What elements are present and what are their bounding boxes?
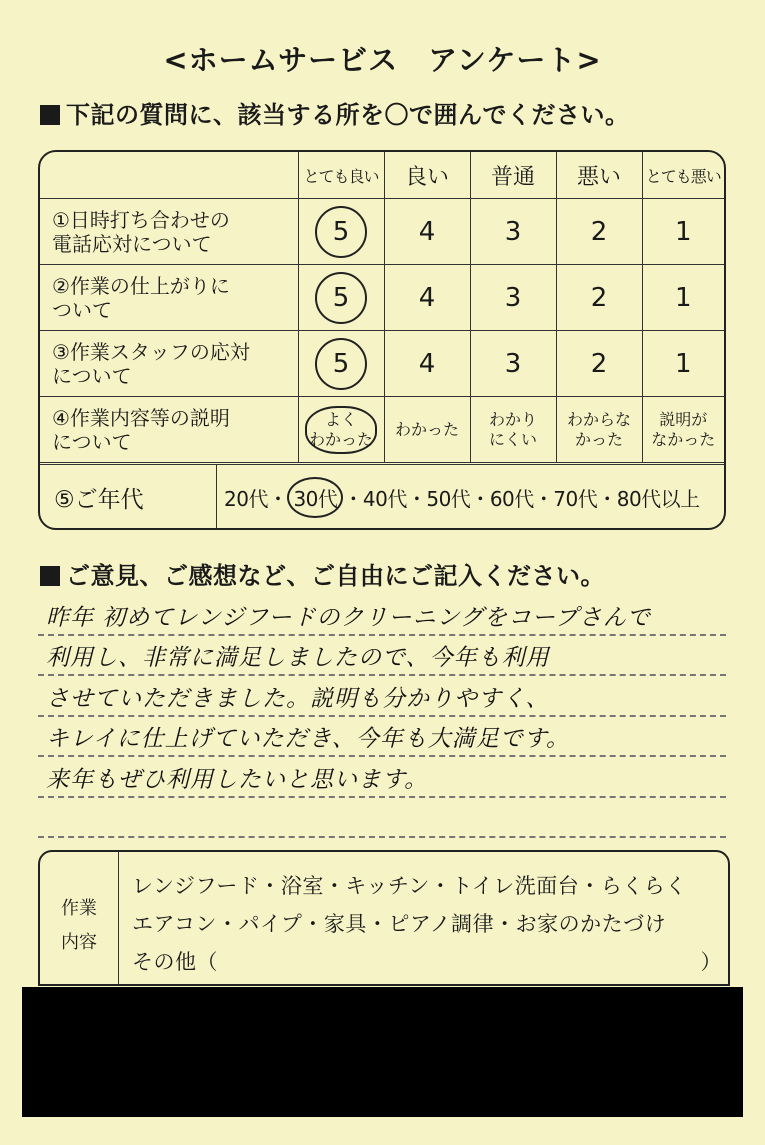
selected-circle: 5 bbox=[315, 206, 367, 258]
work-options-line-1: レンジフード・浴室・キッチン・トイレ洗面台・らくらく bbox=[132, 874, 687, 898]
selected-circle: よく わかった bbox=[305, 406, 377, 454]
q4-option-no-explanation[interactable]: 説明が なかった bbox=[642, 397, 724, 463]
comment-line: させていただきました。説明も分かりやすく、 bbox=[38, 676, 726, 717]
q4-option-understood[interactable]: わかった bbox=[384, 397, 470, 463]
comment-line: キレイに仕上げていただき、今年も大満足です。 bbox=[38, 717, 726, 758]
section1-heading bbox=[40, 95, 630, 130]
q2-option-5[interactable] bbox=[298, 265, 384, 331]
q3-option-4[interactable]: 4 bbox=[384, 331, 470, 397]
page-title: <ホームサービス アンケート> bbox=[163, 43, 602, 77]
q4-option-hard[interactable]: わかり にくい bbox=[470, 397, 556, 463]
work-content-box bbox=[38, 850, 730, 986]
comment-area[interactable] bbox=[38, 595, 726, 838]
header-very-good: とても良い bbox=[298, 152, 384, 199]
q1-option-4[interactable]: 4 bbox=[384, 199, 470, 265]
question-row-3 bbox=[40, 331, 724, 397]
q2-option-3[interactable]: 3 bbox=[470, 265, 556, 331]
section2-heading-text: ご意見、ご感想など、ご自由にご記入ください。 bbox=[66, 562, 605, 590]
age-option-selected[interactable]: 30代 bbox=[287, 477, 343, 518]
age-option[interactable]: 40代 bbox=[362, 487, 407, 511]
question-row-2 bbox=[40, 265, 724, 331]
question-4-text: ④作業内容等の説明 について bbox=[40, 397, 298, 463]
age-option[interactable]: 50代 bbox=[426, 487, 471, 511]
age-option[interactable]: 70代 bbox=[553, 487, 598, 511]
comment-line: 利用し、非常に満足しましたので、今年も利用 bbox=[38, 636, 726, 677]
section1-heading-text: 下記の質問に、該当する所を〇で囲んでください。 bbox=[66, 101, 630, 129]
question-2-text: ②作業の仕上がりに ついて bbox=[40, 265, 298, 331]
divider bbox=[216, 465, 217, 530]
age-option[interactable]: 80代以上 bbox=[616, 487, 700, 511]
question-1-text: ①日時打ち合わせの 電話応対について bbox=[40, 199, 298, 265]
q1-option-1[interactable]: 1 bbox=[642, 199, 724, 265]
work-options-line-3: その他（ ） bbox=[132, 950, 722, 974]
header-very-bad: とても悪い bbox=[642, 152, 724, 199]
q4-option-not-understood[interactable]: わからな かった bbox=[556, 397, 642, 463]
redaction-bar bbox=[22, 987, 743, 1117]
age-options: 20代・ 30代 ・40代・50代・60代・70代・80代以上 bbox=[224, 483, 700, 512]
square-bullet-icon bbox=[40, 105, 60, 125]
rating-table bbox=[38, 150, 726, 530]
question-row-1 bbox=[40, 199, 724, 265]
work-label: 作業 内容 bbox=[40, 852, 119, 986]
selected-circle: 5 bbox=[315, 338, 367, 390]
q3-option-5[interactable] bbox=[298, 331, 384, 397]
work-options-line-2: エアコン・パイプ・家具・ピアノ調律・お家のかたづけ bbox=[132, 912, 667, 936]
q3-option-2[interactable]: 2 bbox=[556, 331, 642, 397]
age-label: ⑤ご年代 bbox=[54, 487, 144, 513]
q1-option-2[interactable]: 2 bbox=[556, 199, 642, 265]
q1-option-5[interactable] bbox=[298, 199, 384, 265]
comment-line bbox=[38, 798, 726, 839]
q2-option-4[interactable]: 4 bbox=[384, 265, 470, 331]
header-good: 良い bbox=[384, 152, 470, 199]
q1-option-3[interactable]: 3 bbox=[470, 199, 556, 265]
age-option[interactable]: 60代 bbox=[489, 487, 534, 511]
header-normal: 普通 bbox=[470, 152, 556, 199]
header-bad: 悪い bbox=[556, 152, 642, 199]
comment-line: 昨年 初めてレンジフードのクリーニングをコープさんで bbox=[38, 595, 726, 636]
square-bullet-icon bbox=[40, 566, 60, 586]
section2-heading bbox=[40, 556, 605, 591]
header-blank bbox=[40, 152, 298, 199]
q4-option-well-understood[interactable] bbox=[298, 397, 384, 463]
age-row bbox=[40, 464, 724, 530]
q3-option-1[interactable]: 1 bbox=[642, 331, 724, 397]
selected-circle: 5 bbox=[315, 272, 367, 324]
rating-header-row bbox=[40, 152, 724, 199]
question-3-text: ③作業スタッフの応対 について bbox=[40, 331, 298, 397]
age-option[interactable]: 20代 bbox=[224, 487, 268, 511]
q2-option-1[interactable]: 1 bbox=[642, 265, 724, 331]
q2-option-2[interactable]: 2 bbox=[556, 265, 642, 331]
q3-option-3[interactable]: 3 bbox=[470, 331, 556, 397]
question-row-4 bbox=[40, 397, 724, 463]
comment-line: 来年もぜひ利用したいと思います。 bbox=[38, 757, 726, 798]
